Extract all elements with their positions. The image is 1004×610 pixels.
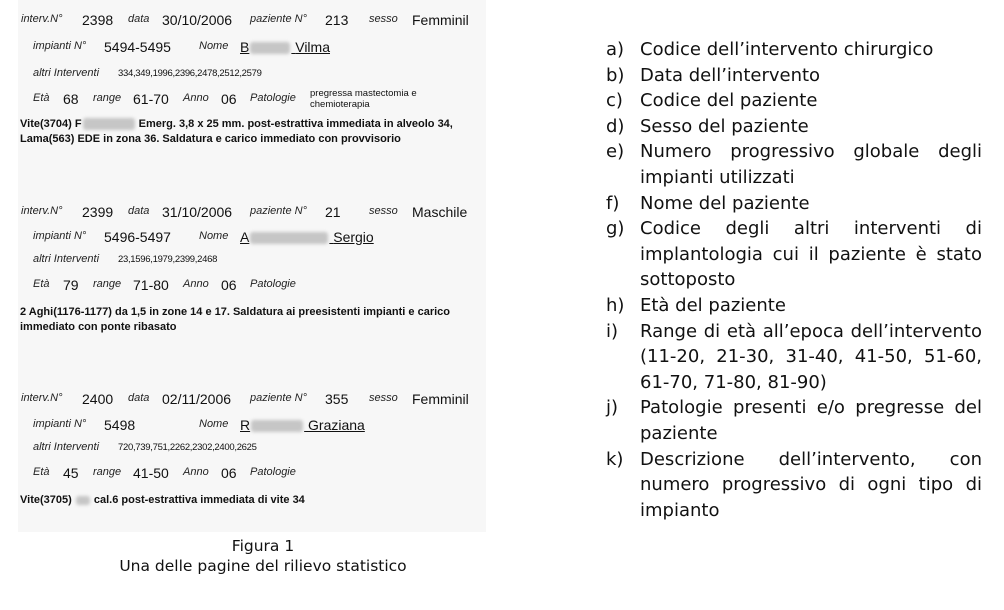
name-initial: B [240, 39, 250, 55]
patologie-value: pregressa mastectomia e chemioterapia [310, 88, 417, 110]
legend-marker: b) [606, 64, 625, 86]
name-first: Vilma [295, 39, 330, 55]
name-first: Sergio [333, 229, 374, 245]
range-value: 71-80 [133, 277, 169, 293]
nome-label: Nome [199, 418, 229, 430]
desc-part-2: Emerg. 3,8 x 25 mm. post-estrattiva immediata in alveolo 34, Lama(563) EDE in zona 36. Saldatura e carico immediato con provvisorio [20, 118, 453, 145]
patologie-label: Patologie [250, 92, 296, 104]
legend-item-i [606, 319, 982, 396]
redacted-surname [251, 420, 303, 432]
legend-item-f [606, 191, 982, 217]
statistical-survey-figure [18, 0, 486, 532]
altri-label: altri Interventi [33, 253, 100, 265]
caption-title: Figura 1 [231, 537, 295, 555]
impianti-label: impianti N° [33, 418, 87, 430]
legend-item-g [606, 216, 982, 293]
sesso-label: sesso [369, 392, 398, 404]
anno-value: 06 [221, 465, 237, 481]
name-initial: R [240, 417, 251, 433]
altri-value: 23,1596,1979,2399,2468 [118, 254, 218, 265]
impianti-label: impianti N° [33, 230, 87, 242]
legend-item-a [606, 37, 982, 63]
legend-item-e [606, 139, 982, 190]
eta-label: Età [33, 466, 50, 478]
patologie-label: Patologie [250, 466, 296, 478]
desc-part-1: Vite(3704) F [20, 118, 82, 130]
legend-text: Sesso del paziente [640, 115, 809, 137]
legend-text: Patologie presenti e/o pregresse del paziente [640, 397, 982, 444]
patologie-label: Patologie [250, 278, 296, 290]
legend-marker: h) [606, 294, 625, 316]
anno-value: 06 [221, 91, 237, 107]
legend-text: Codice degli altri interventi di implantologia cui il paziente è stato sottoposto [640, 218, 982, 291]
intervention-description: 2 Aghi(1176-1177) da 1,5 in zone 14 e 17. Saldatura ai preesistenti impianti e carico immediato con ponte ribasato [20, 306, 450, 333]
redacted-surname [250, 42, 290, 54]
redacted-brand [76, 496, 90, 505]
altri-value: 720,739,751,2262,2302,2400,2625 [118, 442, 257, 453]
impianti-label: impianti N° [33, 40, 87, 52]
nome-label: Nome [199, 230, 229, 242]
range-label: range [93, 278, 122, 290]
legend-text: Nome del paziente [640, 192, 810, 214]
eta-value: 79 [63, 277, 79, 293]
patient-name [240, 229, 374, 245]
paziente-value: 213 [325, 12, 349, 28]
eta-label: Età [33, 278, 50, 290]
legend-marker: i) [606, 320, 619, 342]
legend-text: Età del paziente [640, 294, 786, 316]
altri-value: 334,349,1996,2396,2478,2512,2579 [118, 68, 262, 79]
impianti-value: 5494-5495 [104, 39, 171, 55]
legend-marker: k) [606, 448, 624, 470]
range-label: range [93, 466, 122, 478]
sesso-value: Femminil [412, 12, 469, 28]
range-label: range [93, 92, 122, 104]
anno-label: Anno [183, 278, 209, 290]
legend-item-b [606, 63, 982, 89]
anno-label: Anno [183, 92, 209, 104]
legend-marker: e) [606, 141, 625, 163]
patient-name [240, 417, 365, 433]
legend-marker: c) [606, 90, 623, 112]
paziente-value: 355 [325, 391, 349, 407]
legend-marker: j) [606, 397, 619, 419]
eta-value: 45 [63, 465, 79, 481]
legend-text: Codice dell’intervento chirurgico [640, 39, 934, 60]
impianti-value: 5498 [104, 417, 136, 433]
eta-value: 68 [63, 91, 79, 107]
figure-caption [80, 536, 446, 576]
legend-item-c [606, 88, 982, 114]
interv-value: 2400 [82, 391, 114, 407]
data-value: 30/10/2006 [162, 12, 233, 28]
legend-text: Descrizione dell’intervento, con numero progressivo di ogni tipo di impianto [640, 448, 982, 521]
impianti-value: 5496-5497 [104, 229, 171, 245]
desc-part-1: Vite(3705) [20, 494, 75, 506]
intervention-description [20, 117, 480, 147]
interv-label: interv.N° [21, 13, 63, 25]
legend-text: Numero progressivo globale degli impianti utilizzati [640, 141, 982, 188]
anno-value: 06 [221, 277, 237, 293]
patient-name [240, 39, 330, 55]
sesso-value: Femminil [412, 391, 469, 407]
data-value: 31/10/2006 [162, 204, 233, 220]
desc-part-2: cal.6 post-estrattiva immediata di vite 34 [90, 494, 305, 506]
paziente-label: paziente N° [250, 392, 307, 404]
caption-subtitle: Una delle pagine del rilievo statistico [119, 557, 407, 575]
legend-marker: g) [606, 218, 625, 240]
data-label: data [128, 392, 150, 404]
redacted-surname [250, 232, 328, 244]
nome-label: Nome [199, 40, 229, 52]
altri-label: altri Interventi [33, 441, 100, 453]
paziente-value: 21 [325, 204, 341, 220]
paziente-label: paziente N° [250, 205, 307, 217]
interv-value: 2398 [82, 12, 114, 28]
range-value: 41-50 [133, 465, 169, 481]
legend-text: Data dell’intervento [640, 64, 821, 86]
data-label: data [128, 13, 150, 25]
sesso-value: Maschile [412, 204, 468, 220]
legend-item-h [606, 293, 982, 319]
interv-value: 2399 [82, 204, 114, 220]
name-initial: A [240, 229, 250, 245]
eta-label: Età [33, 92, 50, 104]
legend-item-k [606, 447, 982, 524]
paziente-label: paziente N° [250, 13, 307, 25]
field-legend-list [606, 37, 982, 523]
legend-marker: f) [606, 192, 620, 214]
intervention-description [20, 493, 480, 508]
legend-marker: a) [606, 39, 625, 60]
altri-label: altri Interventi [33, 67, 100, 79]
legend-item-d [606, 114, 982, 140]
name-first: Graziana [308, 417, 365, 433]
data-value: 02/11/2006 [162, 391, 232, 407]
legend-text: Codice del paziente [640, 90, 818, 112]
legend-marker: d) [606, 115, 625, 137]
sesso-label: sesso [369, 205, 398, 217]
data-label: data [128, 205, 150, 217]
range-value: 61-70 [133, 91, 169, 107]
redacted-brand [83, 118, 135, 130]
interv-label: interv.N° [21, 392, 63, 404]
interv-label: interv.N° [21, 205, 63, 217]
legend-item-j [606, 395, 982, 446]
anno-label: Anno [183, 466, 209, 478]
sesso-label: sesso [369, 13, 398, 25]
legend-text: Range di età all’epoca dell’intervento (11-20, 21-30, 31-40, 41-50, 51-60, 61-70, 71-80, 81-90) [640, 320, 982, 393]
